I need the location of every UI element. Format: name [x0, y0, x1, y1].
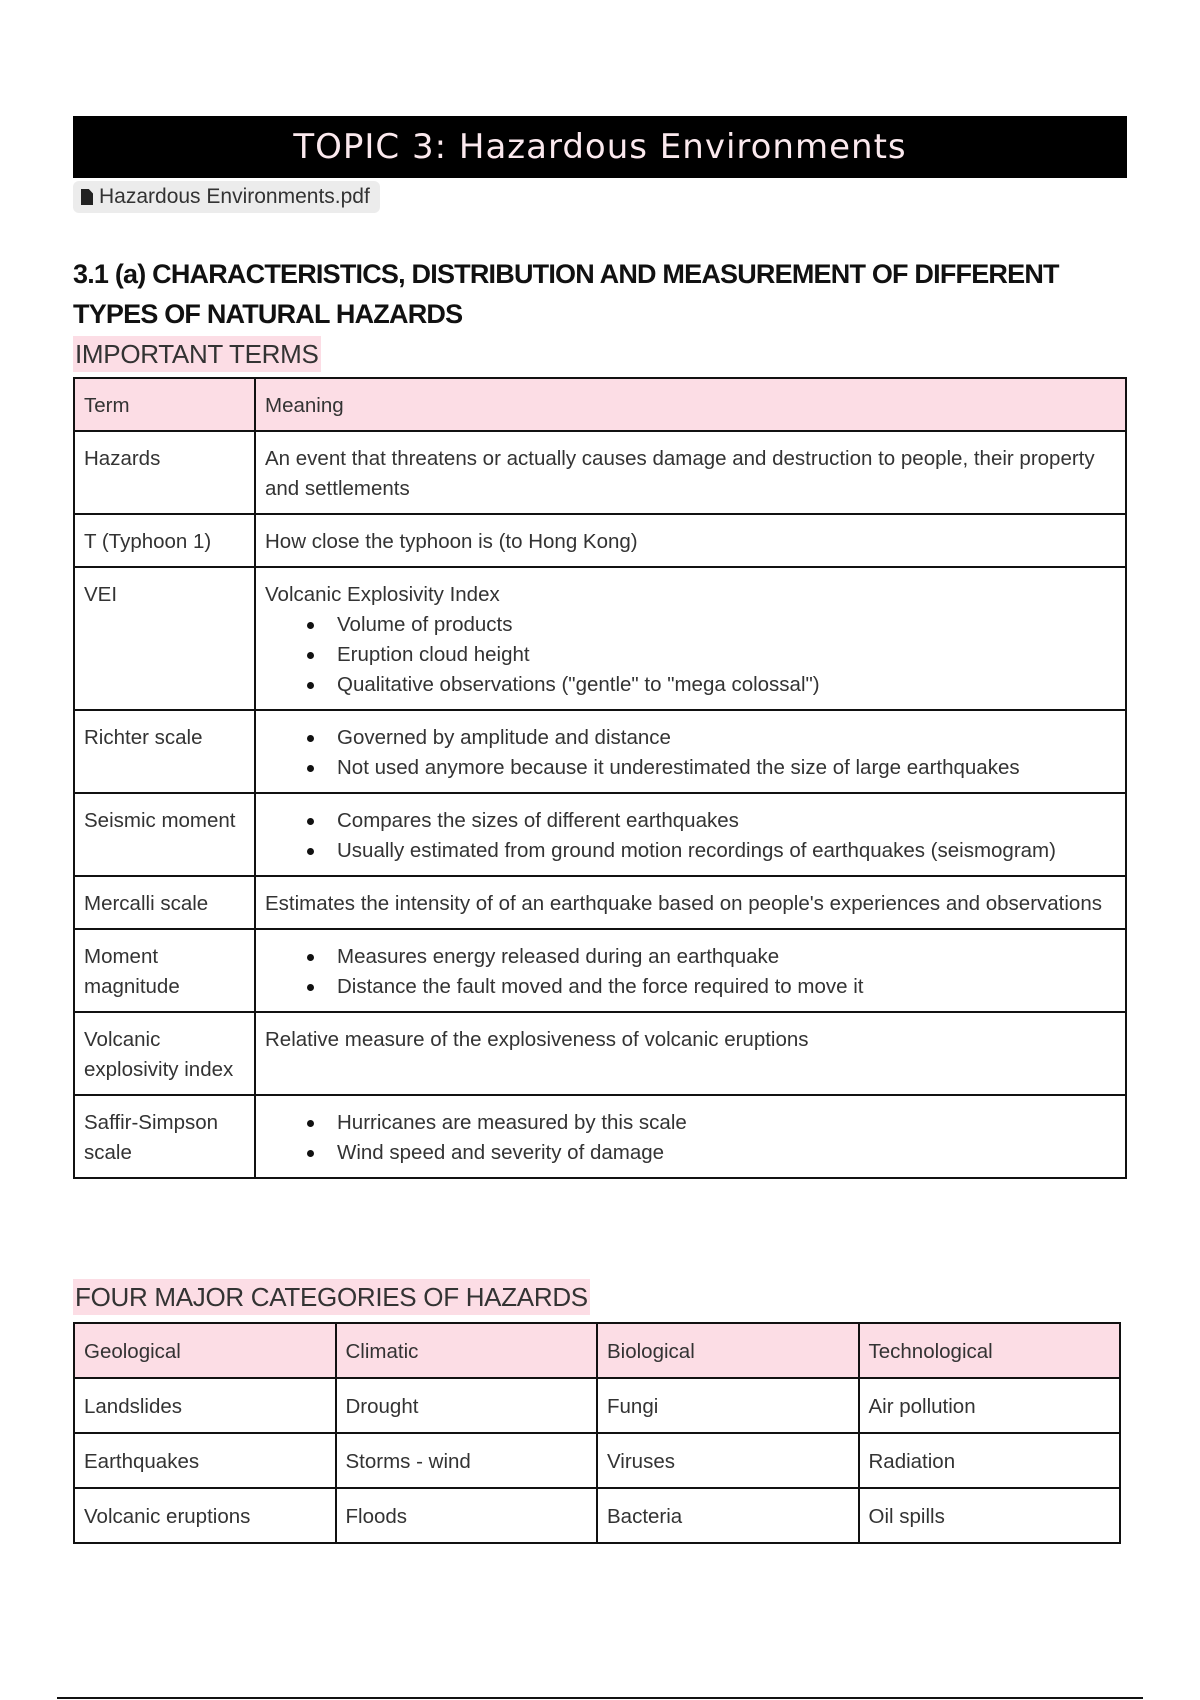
table-row — [74, 1378, 1120, 1433]
meaning-cell — [255, 514, 1126, 567]
bullet-item: Hurricanes are measured by this scale — [337, 1108, 1116, 1138]
bullet-list — [265, 806, 1116, 866]
bullet-item: Compares the sizes of different earthquakes — [337, 806, 1116, 836]
table-cell: Bacteria — [597, 1488, 859, 1543]
table-row — [74, 514, 1126, 567]
table-row — [74, 1012, 1126, 1095]
table-row — [74, 1095, 1126, 1178]
meaning-text: An event that threatens or actually causes damage and destruction to people, their property and settlements — [265, 447, 1095, 500]
term-cell: Richter scale — [74, 710, 255, 793]
meaning-cell — [255, 793, 1126, 876]
meaning-cell — [255, 567, 1126, 710]
table-row — [74, 567, 1126, 710]
header-technological: Technological — [859, 1323, 1121, 1378]
table-cell: Volcanic eruptions — [74, 1488, 336, 1543]
term-cell: Saffir-Simpson scale — [74, 1095, 255, 1178]
bullet-item: Wind speed and severity of damage — [337, 1138, 1116, 1168]
meaning-cell — [255, 431, 1126, 514]
file-icon — [81, 189, 93, 205]
term-cell: Volcanic explosivity index — [74, 1012, 255, 1095]
table-cell: Floods — [336, 1488, 598, 1543]
term-cell: Hazards — [74, 431, 255, 514]
term-cell: VEI — [74, 567, 255, 710]
header-biological: Biological — [597, 1323, 859, 1378]
table-cell: Drought — [336, 1378, 598, 1433]
bullet-item: Eruption cloud height — [337, 640, 1116, 670]
bullet-item: Governed by amplitude and distance — [337, 723, 1116, 753]
table-cell: Air pollution — [859, 1378, 1121, 1433]
page-bottom-rule — [57, 1697, 1143, 1699]
table-cell: Storms - wind — [336, 1433, 598, 1488]
table-row — [74, 1433, 1120, 1488]
table-cell: Fungi — [597, 1378, 859, 1433]
important-terms-table — [73, 377, 1127, 1179]
table-cell: Viruses — [597, 1433, 859, 1488]
meaning-text: Estimates the intensity of of an earthquake based on people's experiences and observations — [265, 892, 1102, 915]
meaning-cell — [255, 1012, 1126, 1095]
attachment-name: Hazardous Environments.pdf — [99, 185, 370, 208]
term-cell: T (Typhoon 1) — [74, 514, 255, 567]
table-row — [74, 793, 1126, 876]
table-row — [74, 929, 1126, 1012]
term-cell: Mercalli scale — [74, 876, 255, 929]
meaning-text: How close the typhoon is (to Hong Kong) — [265, 530, 638, 553]
term-cell: Moment magnitude — [74, 929, 255, 1012]
bullet-item: Volume of products — [337, 610, 1116, 640]
table-header-row — [74, 378, 1126, 431]
topic-title-bar — [73, 116, 1127, 178]
header-climatic: Climatic — [336, 1323, 598, 1378]
meaning-cell — [255, 876, 1126, 929]
table-row — [74, 710, 1126, 793]
table-cell: Radiation — [859, 1433, 1121, 1488]
bullet-list — [265, 942, 1116, 1002]
table-header-row — [74, 1323, 1120, 1378]
pdf-attachment-chip[interactable] — [73, 181, 380, 213]
table-row — [74, 431, 1126, 514]
header-meaning: Meaning — [255, 378, 1126, 431]
meaning-cell — [255, 929, 1126, 1012]
table-cell: Earthquakes — [74, 1433, 336, 1488]
table-row — [74, 1488, 1120, 1543]
categories-label: FOUR MAJOR CATEGORIES OF HAZARDS — [73, 1279, 590, 1315]
topic-title: TOPIC 3: Hazardous Environments — [293, 127, 907, 167]
hazard-categories-table — [73, 1322, 1121, 1544]
header-geological: Geological — [74, 1323, 336, 1378]
table-cell: Oil spills — [859, 1488, 1121, 1543]
term-cell: Seismic moment — [74, 793, 255, 876]
meaning-cell — [255, 1095, 1126, 1178]
bullet-item: Not used anymore because it underestimated the size of large earthquakes — [337, 753, 1116, 783]
bullet-list — [265, 610, 1116, 700]
meaning-text: Relative measure of the explosiveness of volcanic eruptions — [265, 1028, 809, 1051]
bullet-list — [265, 723, 1116, 783]
bullet-item: Usually estimated from ground motion recordings of earthquakes (seismogram) — [337, 836, 1116, 866]
meaning-text: Volcanic Explosivity Index — [265, 583, 500, 606]
bullet-item: Measures energy released during an earthquake — [337, 942, 1116, 972]
section-heading: 3.1 (a) CHARACTERISTICS, DISTRIBUTION AND MEASUREMENT OF DIFFERENT TYPES OF NATURAL HAZARDS — [73, 259, 1059, 329]
meaning-cell — [255, 710, 1126, 793]
bullet-item: Distance the fault moved and the force required to move it — [337, 972, 1116, 1002]
bullet-item: Qualitative observations ("gentle" to "mega colossal") — [337, 670, 1116, 700]
table-row — [74, 876, 1126, 929]
bullet-list — [265, 1108, 1116, 1168]
table-cell: Landslides — [74, 1378, 336, 1433]
important-terms-label: IMPORTANT TERMS — [73, 336, 321, 372]
header-term: Term — [74, 378, 255, 431]
